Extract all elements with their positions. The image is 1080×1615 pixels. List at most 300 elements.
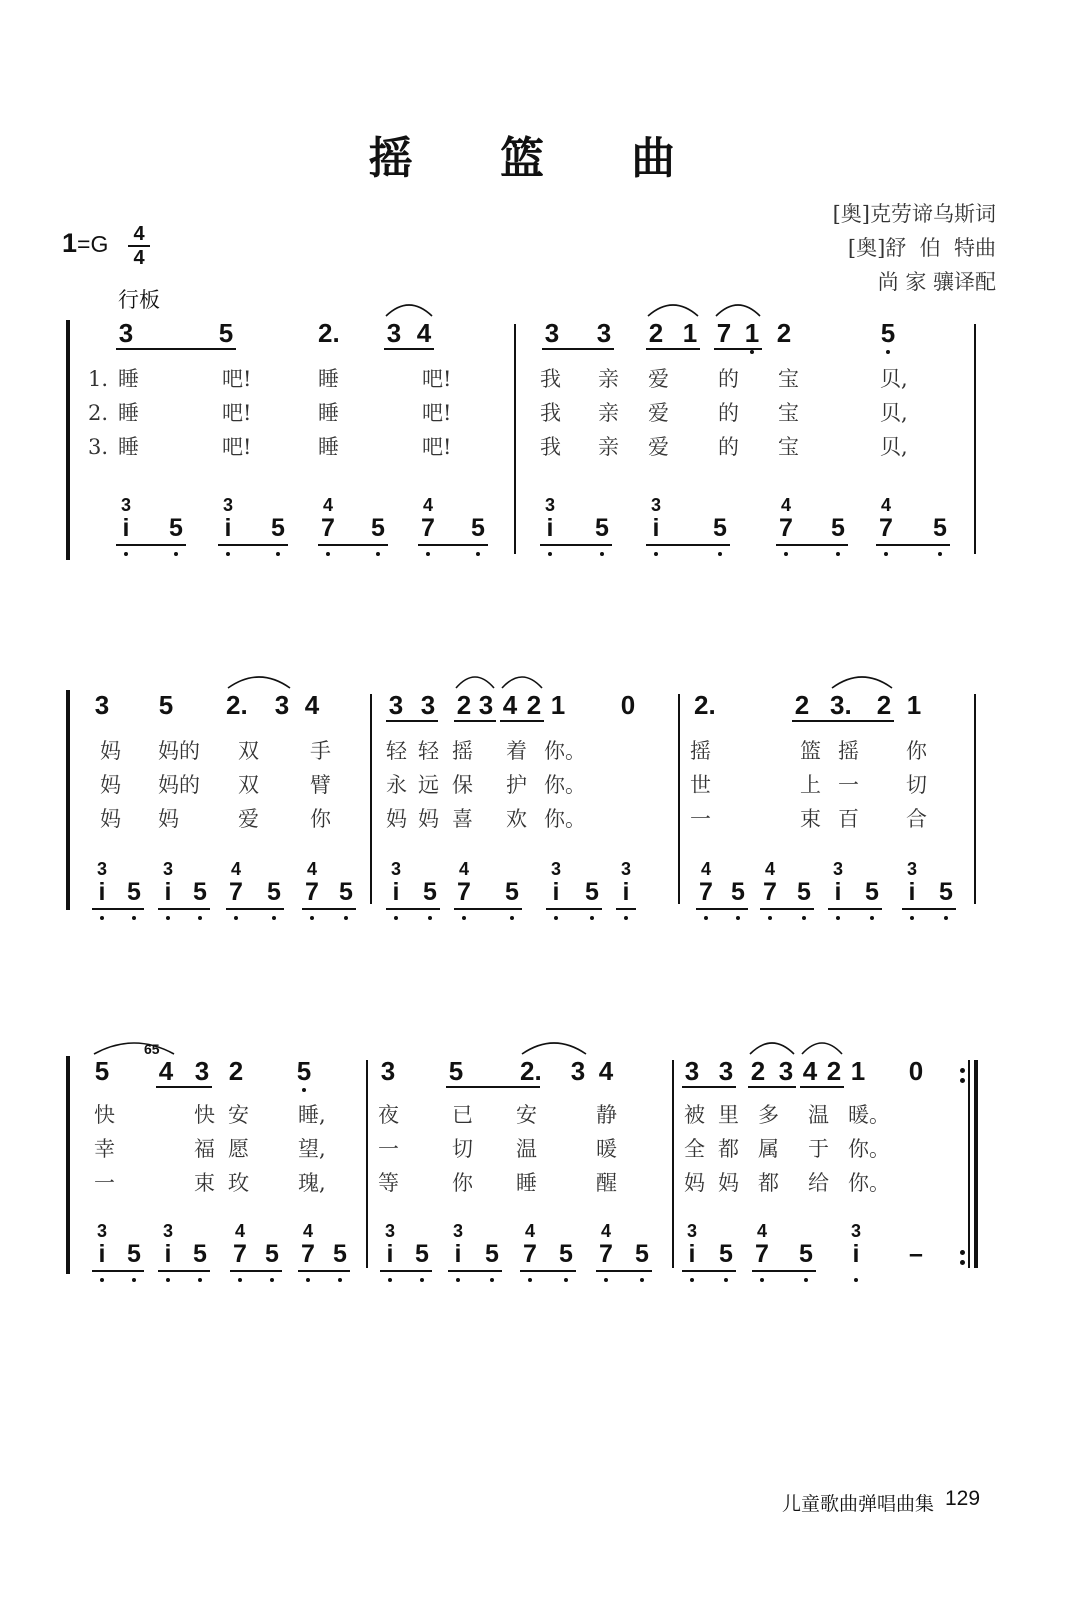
underline bbox=[646, 348, 700, 350]
underline bbox=[380, 1270, 432, 1272]
underline bbox=[876, 544, 950, 546]
chord-degree: 3 bbox=[620, 859, 631, 879]
lyric-syllable: 合 bbox=[906, 807, 927, 831]
underline bbox=[752, 1270, 816, 1272]
underline bbox=[520, 1270, 576, 1272]
lyric-syllable: 妈 bbox=[684, 1171, 705, 1195]
octave-dot bbox=[784, 552, 788, 556]
melody-note: 5 bbox=[880, 318, 896, 348]
slur bbox=[522, 1043, 586, 1054]
melody-note: 5 bbox=[296, 1056, 312, 1086]
octave-dot bbox=[124, 552, 128, 556]
slur bbox=[386, 305, 432, 316]
chord-degree: 4 bbox=[306, 859, 317, 879]
chord-degree: 4 bbox=[458, 859, 469, 879]
chord-degree: 4 bbox=[756, 1221, 767, 1241]
lyric-syllable: 的 bbox=[718, 401, 739, 425]
accomp-note: 5 bbox=[127, 878, 141, 906]
melody-note: 2 bbox=[876, 690, 892, 720]
slur bbox=[648, 305, 698, 316]
chord-degree: 3 bbox=[544, 495, 555, 515]
melody-note: 2 bbox=[794, 690, 810, 720]
accomp-note: 5 bbox=[471, 514, 485, 542]
slur bbox=[716, 305, 760, 316]
meter-bottom: 4 bbox=[133, 247, 145, 269]
accomp-note: 7 bbox=[879, 514, 893, 542]
accomp-note: i bbox=[164, 878, 172, 906]
chord-degree: 3 bbox=[162, 859, 173, 879]
underline bbox=[116, 348, 236, 350]
slur bbox=[750, 1043, 794, 1054]
octave-dot bbox=[198, 916, 202, 920]
underline bbox=[540, 544, 612, 546]
melody-note: 3. bbox=[830, 690, 852, 720]
accomp-note: 5 bbox=[719, 1240, 733, 1268]
lyric-syllable: 一 bbox=[94, 1171, 115, 1195]
melody-note: 3 bbox=[570, 1056, 586, 1086]
lyric-syllable: 妈 bbox=[718, 1171, 739, 1195]
underline bbox=[92, 908, 144, 910]
underline bbox=[646, 544, 730, 546]
chord-degree: 4 bbox=[302, 1221, 313, 1241]
melody-note: 1 bbox=[850, 1056, 866, 1086]
underline bbox=[616, 908, 636, 910]
octave-dot bbox=[174, 552, 178, 556]
melody-note: 2 bbox=[228, 1056, 244, 1086]
octave-dot bbox=[426, 552, 430, 556]
underline bbox=[226, 908, 284, 910]
underline bbox=[218, 544, 288, 546]
lyric-syllable: 夜 bbox=[378, 1103, 399, 1127]
melody-note: 4 bbox=[502, 690, 518, 720]
accomp-note: 7 bbox=[779, 514, 793, 542]
underline bbox=[302, 908, 356, 910]
accomp-note: 7 bbox=[421, 514, 435, 542]
underline bbox=[116, 544, 186, 546]
octave-dot bbox=[376, 552, 380, 556]
melody-note: 4 bbox=[158, 1056, 174, 1086]
underline bbox=[714, 348, 762, 350]
lyric-syllable: 亲 bbox=[598, 435, 619, 459]
slur bbox=[502, 677, 542, 688]
melody-note: 5 bbox=[94, 1056, 110, 1086]
accomp-note: 7 bbox=[523, 1240, 537, 1268]
underline bbox=[596, 1270, 652, 1272]
melody-note: 2. bbox=[226, 690, 248, 720]
octave-dot bbox=[910, 916, 914, 920]
octave-dot bbox=[704, 916, 708, 920]
octave-dot bbox=[234, 916, 238, 920]
octave-dot bbox=[590, 916, 594, 920]
lyric-syllable: 安 bbox=[516, 1103, 537, 1127]
lyric-syllable: 温 bbox=[516, 1137, 537, 1161]
lyric-syllable: 吧! bbox=[222, 401, 252, 425]
chord-degree: 3 bbox=[384, 1221, 395, 1241]
chord-degree: 3 bbox=[120, 495, 131, 515]
lyric-syllable: 暖。 bbox=[848, 1103, 890, 1127]
melody-note: 3 bbox=[380, 1056, 396, 1086]
accomp-note: 5 bbox=[799, 1240, 813, 1268]
octave-dot bbox=[456, 1278, 460, 1282]
accomp-note: i bbox=[98, 1240, 106, 1268]
lyric-syllable: 被 bbox=[684, 1103, 705, 1127]
chord-degree: 4 bbox=[230, 859, 241, 879]
lyric-syllable: 都 bbox=[718, 1137, 739, 1161]
accomp-note: 7 bbox=[755, 1240, 769, 1268]
lyric-syllable: 爱 bbox=[648, 435, 669, 459]
repeat-dot bbox=[960, 1068, 965, 1073]
lyric-syllable: 着 bbox=[506, 739, 527, 763]
lyric-syllable: 摇 bbox=[452, 739, 473, 763]
melody-note: 4 bbox=[598, 1056, 614, 1086]
octave-dot bbox=[750, 350, 754, 354]
octave-dot bbox=[886, 350, 890, 354]
melody-note: 5 bbox=[158, 690, 174, 720]
chord-degree: 3 bbox=[832, 859, 843, 879]
octave-dot bbox=[528, 1278, 532, 1282]
octave-dot bbox=[270, 1278, 274, 1282]
accomp-note: 7 bbox=[301, 1240, 315, 1268]
melody-note: 1 bbox=[906, 690, 922, 720]
lyric-syllable: 暖 bbox=[596, 1137, 617, 1161]
octave-dot bbox=[100, 1278, 104, 1282]
accomp-note: 5 bbox=[127, 1240, 141, 1268]
accomp-note: 7 bbox=[699, 878, 713, 906]
lyric-syllable: 睡 bbox=[118, 435, 139, 459]
accomp-note: 5 bbox=[485, 1240, 499, 1268]
lyric-syllable: 多 bbox=[758, 1103, 779, 1127]
lyric-syllable: 宝 bbox=[778, 401, 799, 425]
octave-dot bbox=[938, 552, 942, 556]
lyric-syllable: 永 bbox=[386, 773, 407, 797]
lyric-syllable: 喜 bbox=[452, 807, 473, 831]
end-barline bbox=[968, 1060, 970, 1268]
repeat-dot bbox=[960, 1260, 965, 1265]
accomp-note: 5 bbox=[731, 878, 745, 906]
accomp-note: i bbox=[652, 514, 660, 542]
chord-degree: 3 bbox=[452, 1221, 463, 1241]
underline bbox=[776, 544, 848, 546]
lyric-syllable: 束 bbox=[800, 807, 821, 831]
underline bbox=[446, 1086, 540, 1088]
slur bbox=[456, 677, 494, 688]
melody-note: 3 bbox=[420, 690, 436, 720]
lyric-syllable: 贝, bbox=[880, 367, 908, 391]
lyric-syllable: 贝, bbox=[880, 401, 908, 425]
octave-dot bbox=[344, 916, 348, 920]
accomp-note: i bbox=[688, 1240, 696, 1268]
octave-dot bbox=[870, 916, 874, 920]
underline bbox=[542, 348, 614, 350]
meter-top: 4 bbox=[133, 223, 145, 245]
lyric-syllable: 快 bbox=[94, 1103, 115, 1127]
accomp-note: 7 bbox=[321, 514, 335, 542]
underline bbox=[454, 720, 496, 722]
lyric-syllable: 望, bbox=[298, 1137, 326, 1161]
octave-dot bbox=[198, 1278, 202, 1282]
melody-note: 1 bbox=[682, 318, 698, 348]
lyric-syllable: 已 bbox=[452, 1103, 473, 1127]
octave-dot bbox=[804, 1278, 808, 1282]
octave-dot bbox=[238, 1278, 242, 1282]
lyric-syllable: 轻 bbox=[418, 739, 439, 763]
lyric-syllable: 保 bbox=[452, 773, 473, 797]
melody-note: 2 bbox=[648, 318, 664, 348]
accomp-note: 5 bbox=[193, 1240, 207, 1268]
repeat-dot bbox=[960, 1078, 965, 1083]
accomp-note: – bbox=[909, 1240, 923, 1268]
chord-degree: 3 bbox=[686, 1221, 697, 1241]
melody-note: 3 bbox=[544, 318, 560, 348]
lyric-syllable: 妈 bbox=[100, 773, 121, 797]
lyric-syllable: 吧! bbox=[422, 401, 452, 425]
accomp-note: 5 bbox=[595, 514, 609, 542]
octave-dot bbox=[654, 552, 658, 556]
lyric-syllable: 1. bbox=[88, 367, 109, 391]
lyric-syllable: 宝 bbox=[778, 367, 799, 391]
accomp-note: i bbox=[224, 514, 232, 542]
accomp-note: 7 bbox=[233, 1240, 247, 1268]
accomp-note: 5 bbox=[265, 1240, 279, 1268]
underline bbox=[500, 720, 544, 722]
lyric-syllable: 快 bbox=[194, 1103, 215, 1127]
chord-degree: 4 bbox=[600, 1221, 611, 1241]
chord-degree: 3 bbox=[162, 1221, 173, 1241]
chord-degree: 3 bbox=[390, 859, 401, 879]
slur bbox=[94, 1041, 174, 1057]
chord-degree: 4 bbox=[234, 1221, 245, 1241]
melody-note: 4 bbox=[304, 690, 320, 720]
lyricist-credit: [奥]克劳谛乌斯词 bbox=[832, 202, 996, 226]
octave-dot bbox=[548, 552, 552, 556]
octave-dot bbox=[760, 1278, 764, 1282]
lyric-syllable: 远 bbox=[418, 773, 439, 797]
accomp-note: i bbox=[392, 878, 400, 906]
lyric-syllable: 的 bbox=[718, 367, 739, 391]
accomp-note: 5 bbox=[635, 1240, 649, 1268]
melody-note: 2 bbox=[826, 1056, 842, 1086]
accomp-note: 7 bbox=[763, 878, 777, 906]
translator-credit: 尚 家 骧译配 bbox=[877, 270, 996, 294]
accomp-note: 5 bbox=[371, 514, 385, 542]
chord-degree: 4 bbox=[880, 495, 891, 515]
accomp-note: 7 bbox=[229, 878, 243, 906]
octave-dot bbox=[802, 916, 806, 920]
system-bracket bbox=[66, 320, 70, 560]
chord-degree: 3 bbox=[96, 859, 107, 879]
lyric-syllable: 睡 bbox=[318, 367, 339, 391]
lyric-syllable: 于 bbox=[808, 1137, 829, 1161]
song-title: 摇 篮 曲 bbox=[368, 133, 712, 184]
accomp-note: 5 bbox=[271, 514, 285, 542]
chord-degree: 4 bbox=[764, 859, 775, 879]
repeat-dot bbox=[960, 1250, 965, 1255]
accomp-note: i bbox=[386, 1240, 394, 1268]
accomp-note: i bbox=[834, 878, 842, 906]
accomp-note: i bbox=[454, 1240, 462, 1268]
lyric-syllable: 睡 bbox=[318, 435, 339, 459]
barline bbox=[678, 694, 680, 904]
octave-dot bbox=[306, 1278, 310, 1282]
accomp-note: 5 bbox=[713, 514, 727, 542]
underline bbox=[760, 908, 814, 910]
lyric-syllable: 妈 bbox=[100, 739, 121, 763]
lyric-syllable: 爱 bbox=[648, 401, 669, 425]
lyric-syllable: 都 bbox=[758, 1171, 779, 1195]
lyric-syllable: 宝 bbox=[778, 435, 799, 459]
octave-dot bbox=[944, 916, 948, 920]
accomp-note: i bbox=[98, 878, 106, 906]
octave-dot bbox=[640, 1278, 644, 1282]
octave-dot bbox=[326, 552, 330, 556]
octave-dot bbox=[836, 916, 840, 920]
final-barline bbox=[974, 1060, 978, 1268]
chord-degree: 3 bbox=[222, 495, 233, 515]
underline bbox=[830, 720, 894, 722]
chord-degree: 4 bbox=[524, 1221, 535, 1241]
accomp-note: 5 bbox=[585, 878, 599, 906]
key-tonic: 1 bbox=[62, 228, 78, 258]
lyric-syllable: 静 bbox=[596, 1103, 617, 1127]
octave-dot bbox=[604, 1278, 608, 1282]
melody-note: 3 bbox=[118, 318, 134, 348]
lyric-syllable: 护 bbox=[506, 773, 527, 797]
octave-dot bbox=[854, 1278, 858, 1282]
underline bbox=[386, 720, 438, 722]
underline bbox=[318, 544, 388, 546]
lyric-syllable: 玫 bbox=[228, 1171, 249, 1195]
melody-note: 2 bbox=[750, 1056, 766, 1086]
accomp-note: i bbox=[852, 1240, 860, 1268]
lyric-syllable: 我 bbox=[540, 367, 561, 391]
lyric-syllable: 切 bbox=[906, 773, 927, 797]
octave-dot bbox=[272, 916, 276, 920]
lyric-syllable: 妈的 bbox=[158, 739, 200, 763]
octave-dot bbox=[490, 1278, 494, 1282]
lyric-syllable: 欢 bbox=[506, 807, 527, 831]
lyric-syllable: 你。 bbox=[544, 739, 586, 763]
chord-degree: 3 bbox=[906, 859, 917, 879]
underline bbox=[454, 908, 522, 910]
octave-dot bbox=[388, 1278, 392, 1282]
melody-note: 7 bbox=[716, 318, 732, 348]
chord-degree: 4 bbox=[700, 859, 711, 879]
lyric-syllable: 篮 bbox=[800, 739, 821, 763]
lyric-syllable: 百 bbox=[838, 807, 859, 831]
accomp-note: 5 bbox=[559, 1240, 573, 1268]
octave-dot bbox=[884, 552, 888, 556]
lyric-syllable: 我 bbox=[540, 435, 561, 459]
underline bbox=[158, 908, 210, 910]
tempo-marking: 行板 bbox=[118, 288, 160, 312]
lyric-syllable: 你 bbox=[310, 807, 331, 831]
end-barline bbox=[974, 694, 976, 904]
octave-dot bbox=[736, 916, 740, 920]
octave-dot bbox=[420, 1278, 424, 1282]
lyric-syllable: 束 bbox=[194, 1171, 215, 1195]
octave-dot bbox=[718, 552, 722, 556]
melody-note: 3 bbox=[718, 1056, 734, 1086]
lyric-syllable: 你 bbox=[906, 739, 927, 763]
underline bbox=[748, 1086, 796, 1088]
octave-dot bbox=[226, 552, 230, 556]
melody-note: 5 bbox=[218, 318, 234, 348]
melody-note: 3 bbox=[386, 318, 402, 348]
accomp-note: i bbox=[546, 514, 554, 542]
melody-note: 3 bbox=[778, 1056, 794, 1086]
barline bbox=[514, 324, 516, 554]
chord-degree: 3 bbox=[96, 1221, 107, 1241]
accomp-note: 5 bbox=[193, 878, 207, 906]
chord-degree: 4 bbox=[780, 495, 791, 515]
octave-dot bbox=[724, 1278, 728, 1282]
lyric-syllable: 摇 bbox=[838, 739, 859, 763]
melody-note: 2. bbox=[520, 1056, 542, 1086]
octave-dot bbox=[462, 916, 466, 920]
accomp-note: 5 bbox=[933, 514, 947, 542]
lyric-syllable: 吧! bbox=[222, 435, 252, 459]
lyric-syllable: 妈的 bbox=[158, 773, 200, 797]
underline bbox=[546, 908, 602, 910]
lyric-syllable: 吧! bbox=[222, 367, 252, 391]
book-title-footer: 儿童歌曲弹唱曲集 bbox=[782, 1493, 935, 1515]
accomp-note: 5 bbox=[169, 514, 183, 542]
lyric-syllable: 摇 bbox=[690, 739, 711, 763]
melody-note: 4 bbox=[416, 318, 432, 348]
melody-note: 3 bbox=[684, 1056, 700, 1086]
underline bbox=[682, 1270, 736, 1272]
lyric-syllable: 妈 bbox=[100, 807, 121, 831]
accomp-note: 7 bbox=[599, 1240, 613, 1268]
octave-dot bbox=[338, 1278, 342, 1282]
lyric-syllable: 全 bbox=[684, 1137, 705, 1161]
system-bracket bbox=[66, 1056, 70, 1274]
accomp-note: 5 bbox=[831, 514, 845, 542]
lyric-syllable: 里 bbox=[718, 1103, 739, 1127]
octave-dot bbox=[624, 916, 628, 920]
octave-dot bbox=[132, 1278, 136, 1282]
accomp-note: 5 bbox=[267, 878, 281, 906]
melody-note: 3 bbox=[596, 318, 612, 348]
lyric-syllable: 爱 bbox=[648, 367, 669, 391]
octave-dot bbox=[166, 1278, 170, 1282]
slur bbox=[802, 1043, 842, 1054]
underline bbox=[902, 908, 956, 910]
octave-dot bbox=[310, 916, 314, 920]
page-number: 129 bbox=[945, 1487, 981, 1510]
accomp-note: 7 bbox=[305, 878, 319, 906]
lyric-syllable: 妈 bbox=[386, 807, 407, 831]
slur bbox=[832, 677, 892, 688]
chord-degree: 3 bbox=[850, 1221, 861, 1241]
lyric-syllable: 3. bbox=[88, 435, 109, 459]
octave-dot bbox=[276, 552, 280, 556]
lyric-syllable: 属 bbox=[758, 1137, 779, 1161]
lyric-syllable: 温 bbox=[808, 1103, 829, 1127]
lyric-syllable: 妈 bbox=[418, 807, 439, 831]
accomp-note: 5 bbox=[939, 878, 953, 906]
underline bbox=[156, 1086, 212, 1088]
octave-dot bbox=[428, 916, 432, 920]
lyric-syllable: 愿 bbox=[228, 1137, 249, 1161]
key-equals: =G bbox=[77, 231, 109, 257]
lyric-syllable: 妈 bbox=[158, 807, 179, 831]
accomp-note: 5 bbox=[423, 878, 437, 906]
accomp-note: 5 bbox=[339, 878, 353, 906]
underline bbox=[298, 1270, 350, 1272]
lyric-syllable: 你。 bbox=[544, 773, 586, 797]
lyric-syllable: 一 bbox=[378, 1137, 399, 1161]
